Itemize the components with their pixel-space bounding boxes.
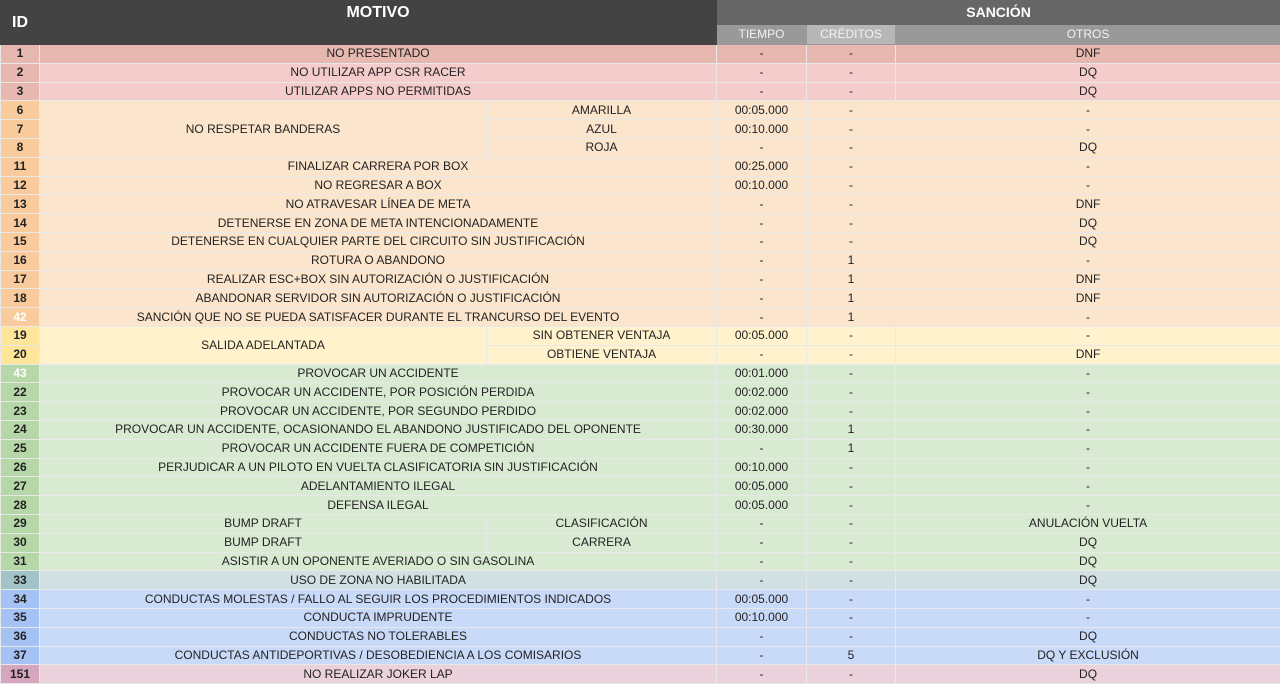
cell-creditos[interactable]: 1 — [807, 251, 896, 270]
cell-motivo[interactable]: BUMP DRAFT — [40, 514, 487, 533]
table-row — [1, 420, 1280, 439]
cell-creditos[interactable]: 1 — [807, 439, 896, 458]
header-creditos[interactable]: CRÉDITOS — [807, 25, 896, 45]
cell-id[interactable]: 3 — [1, 82, 40, 101]
cell-otros[interactable]: - — [896, 157, 1280, 176]
cell-tiempo[interactable]: - — [717, 627, 807, 646]
cell-id[interactable]: 11 — [1, 157, 40, 176]
cell-sub-motivo[interactable]: AMARILLA — [487, 101, 717, 120]
cell-otros[interactable]: - — [896, 101, 1280, 120]
cell-tiempo[interactable]: - — [717, 345, 807, 364]
table-row — [1, 646, 1280, 665]
cell-id[interactable]: 20 — [1, 345, 40, 364]
table-row — [1, 101, 1280, 120]
table-row — [1, 326, 1280, 345]
cell-id[interactable]: 7 — [1, 120, 40, 139]
cell-otros[interactable]: - — [896, 308, 1280, 327]
cell-otros[interactable]: - — [896, 477, 1280, 496]
cell-creditos[interactable]: - — [807, 45, 896, 64]
cell-motivo[interactable]: ADELANTAMIENTO ILEGAL — [40, 477, 717, 496]
cell-tiempo[interactable]: - — [717, 45, 807, 64]
cell-creditos[interactable]: - — [807, 364, 896, 383]
cell-motivo[interactable]: DETENERSE EN CUALQUIER PARTE DEL CIRCUITO SIN JUSTIFICACIÓN — [40, 232, 717, 251]
cell-creditos[interactable]: 1 — [807, 420, 896, 439]
cell-otros[interactable]: DNF — [896, 289, 1280, 308]
table-row — [1, 82, 1280, 101]
cell-creditos[interactable]: - — [807, 402, 896, 421]
cell-creditos[interactable]: - — [807, 665, 896, 684]
cell-tiempo[interactable]: - — [717, 63, 807, 82]
cell-creditos[interactable]: - — [807, 345, 896, 364]
cell-creditos[interactable]: - — [807, 514, 896, 533]
cell-motivo[interactable]: NO RESPETAR BANDERAS — [40, 101, 487, 157]
cell-sub-motivo[interactable]: AZUL — [487, 120, 717, 139]
cell-otros[interactable]: DQ — [896, 82, 1280, 101]
cell-id[interactable]: 19 — [1, 326, 40, 345]
cell-otros[interactable]: - — [896, 439, 1280, 458]
cell-otros[interactable]: DQ Y EXCLUSIÓN — [896, 646, 1280, 665]
cell-tiempo[interactable]: 00:30.000 — [717, 420, 807, 439]
header-sancion[interactable]: SANCIÓN — [717, 1, 1280, 25]
cell-tiempo[interactable]: - — [717, 571, 807, 590]
cell-id[interactable]: 43 — [1, 364, 40, 383]
cell-creditos[interactable]: - — [807, 195, 896, 214]
cell-tiempo[interactable]: - — [717, 289, 807, 308]
table-row — [1, 402, 1280, 421]
cell-id[interactable]: 33 — [1, 571, 40, 590]
cell-tiempo[interactable]: 00:05.000 — [717, 101, 807, 120]
cell-creditos[interactable]: - — [807, 627, 896, 646]
cell-otros[interactable]: - — [896, 120, 1280, 139]
cell-tiempo[interactable]: - — [717, 665, 807, 684]
cell-id[interactable]: 18 — [1, 289, 40, 308]
cell-otros[interactable]: DQ — [896, 63, 1280, 82]
cell-tiempo[interactable]: 00:02.000 — [717, 402, 807, 421]
cell-motivo[interactable]: PERJUDICAR A UN PILOTO EN VUELTA CLASIFICATORIA SIN JUSTIFICACIÓN — [40, 458, 717, 477]
cell-motivo[interactable]: ASISTIR A UN OPONENTE AVERIADO O SIN GASOLINA — [40, 552, 717, 571]
cell-tiempo[interactable]: - — [717, 232, 807, 251]
table-row — [1, 232, 1280, 251]
cell-creditos[interactable]: - — [807, 533, 896, 552]
cell-creditos[interactable]: 1 — [807, 289, 896, 308]
cell-id[interactable]: 151 — [1, 665, 40, 684]
cell-motivo[interactable]: PROVOCAR UN ACCIDENTE FUERA DE COMPETICIÓN — [40, 439, 717, 458]
cell-id[interactable]: 16 — [1, 251, 40, 270]
cell-otros[interactable]: - — [896, 420, 1280, 439]
cell-id[interactable]: 36 — [1, 627, 40, 646]
table-row — [1, 533, 1280, 552]
cell-id[interactable]: 6 — [1, 101, 40, 120]
cell-creditos[interactable]: - — [807, 120, 896, 139]
cell-otros[interactable]: - — [896, 364, 1280, 383]
cell-tiempo[interactable]: 00:25.000 — [717, 157, 807, 176]
cell-tiempo[interactable]: 00:10.000 — [717, 176, 807, 195]
cell-otros[interactable]: DNF — [896, 195, 1280, 214]
cell-motivo[interactable]: CONDUCTA IMPRUDENTE — [40, 608, 717, 627]
cell-id[interactable]: 26 — [1, 458, 40, 477]
cell-motivo[interactable]: PROVOCAR UN ACCIDENTE — [40, 364, 717, 383]
cell-id[interactable]: 23 — [1, 402, 40, 421]
cell-motivo[interactable]: SALIDA ADELANTADA — [40, 326, 487, 364]
table-row — [1, 665, 1280, 684]
cell-motivo[interactable]: NO REALIZAR JOKER LAP — [40, 665, 717, 684]
cell-id[interactable]: 27 — [1, 477, 40, 496]
cell-tiempo[interactable]: 00:10.000 — [717, 120, 807, 139]
cell-motivo[interactable]: DETENERSE EN ZONA DE META INTENCIONADAMENTE — [40, 214, 717, 233]
header-motivo[interactable]: MOTIVO — [40, 1, 717, 25]
cell-motivo[interactable]: NO PRESENTADO — [40, 45, 717, 64]
cell-otros[interactable]: DQ — [896, 533, 1280, 552]
cell-motivo[interactable]: PROVOCAR UN ACCIDENTE, POR SEGUNDO PERDIDO — [40, 402, 717, 421]
cell-id[interactable]: 30 — [1, 533, 40, 552]
cell-otros[interactable]: DQ — [896, 214, 1280, 233]
table-row — [1, 176, 1280, 195]
cell-tiempo[interactable]: 00:05.000 — [717, 477, 807, 496]
cell-otros[interactable]: DQ — [896, 552, 1280, 571]
cell-tiempo[interactable]: - — [717, 251, 807, 270]
cell-tiempo[interactable]: 00:02.000 — [717, 383, 807, 402]
table-row — [1, 289, 1280, 308]
cell-creditos[interactable]: - — [807, 101, 896, 120]
table-row — [1, 496, 1280, 515]
cell-creditos[interactable]: - — [807, 458, 896, 477]
table-row — [1, 157, 1280, 176]
cell-otros[interactable]: - — [896, 458, 1280, 477]
cell-creditos[interactable]: - — [807, 608, 896, 627]
cell-id[interactable]: 2 — [1, 63, 40, 82]
cell-creditos[interactable]: - — [807, 63, 896, 82]
cell-creditos[interactable]: - — [807, 176, 896, 195]
cell-sub-motivo[interactable]: ROJA — [487, 138, 717, 157]
cell-sub-motivo[interactable]: OBTIENE VENTAJA — [487, 345, 717, 364]
cell-motivo[interactable]: BUMP DRAFT — [40, 533, 487, 552]
cell-creditos[interactable]: - — [807, 82, 896, 101]
header-row-sub — [1, 25, 1280, 45]
cell-motivo[interactable]: ABANDONAR SERVIDOR SIN AUTORIZACIÓN O JUSTIFICACIÓN — [40, 289, 717, 308]
table-row — [1, 458, 1280, 477]
cell-otros[interactable]: - — [896, 383, 1280, 402]
cell-motivo[interactable]: NO ATRAVESAR LÍNEA DE META — [40, 195, 717, 214]
table-row — [1, 364, 1280, 383]
cell-id[interactable]: 28 — [1, 496, 40, 515]
cell-motivo[interactable]: PROVOCAR UN ACCIDENTE, OCASIONANDO EL ABANDONO JUSTIFICADO DEL OPONENTE — [40, 420, 717, 439]
cell-id[interactable]: 22 — [1, 383, 40, 402]
cell-otros[interactable]: DNF — [896, 345, 1280, 364]
cell-creditos[interactable]: - — [807, 138, 896, 157]
cell-id[interactable]: 42 — [1, 308, 40, 327]
table-row — [1, 270, 1280, 289]
cell-otros[interactable]: - — [896, 251, 1280, 270]
cell-creditos[interactable]: - — [807, 590, 896, 609]
cell-creditos[interactable]: 5 — [807, 646, 896, 665]
cell-id[interactable]: 37 — [1, 646, 40, 665]
cell-otros[interactable]: ANULACIÓN VUELTA — [896, 514, 1280, 533]
cell-tiempo[interactable]: - — [717, 439, 807, 458]
cell-otros[interactable]: DQ — [896, 627, 1280, 646]
cell-tiempo[interactable]: - — [717, 214, 807, 233]
header-motivo-blank[interactable] — [40, 25, 717, 45]
cell-id[interactable]: 1 — [1, 45, 40, 64]
cell-id[interactable]: 25 — [1, 439, 40, 458]
cell-creditos[interactable]: 1 — [807, 308, 896, 327]
cell-motivo[interactable]: NO REGRESAR A BOX — [40, 176, 717, 195]
cell-tiempo[interactable]: - — [717, 552, 807, 571]
cell-tiempo[interactable]: - — [717, 270, 807, 289]
cell-motivo[interactable]: UTILIZAR APPS NO PERMITIDAS — [40, 82, 717, 101]
cell-id[interactable]: 29 — [1, 514, 40, 533]
cell-creditos[interactable]: - — [807, 326, 896, 345]
cell-id[interactable]: 14 — [1, 214, 40, 233]
cell-tiempo[interactable]: - — [717, 646, 807, 665]
table-row — [1, 514, 1280, 533]
table-row — [1, 383, 1280, 402]
cell-id[interactable]: 35 — [1, 608, 40, 627]
cell-otros[interactable]: DQ — [896, 138, 1280, 157]
cell-otros[interactable]: DQ — [896, 665, 1280, 684]
cell-otros[interactable]: - — [896, 176, 1280, 195]
cell-id[interactable]: 34 — [1, 590, 40, 609]
cell-motivo[interactable]: FINALIZAR CARRERA POR BOX — [40, 157, 717, 176]
header-row-main — [1, 1, 1280, 25]
cell-motivo[interactable]: NO UTILIZAR APP CSR RACER — [40, 63, 717, 82]
cell-tiempo[interactable]: - — [717, 138, 807, 157]
table-row — [1, 251, 1280, 270]
cell-id[interactable]: 31 — [1, 552, 40, 571]
table-row — [1, 608, 1280, 627]
table-row — [1, 214, 1280, 233]
cell-id[interactable]: 12 — [1, 176, 40, 195]
table-row — [1, 590, 1280, 609]
cell-id[interactable]: 15 — [1, 232, 40, 251]
cell-motivo[interactable]: PROVOCAR UN ACCIDENTE, POR POSICIÓN PERDIDA — [40, 383, 717, 402]
header-tiempo[interactable]: TIEMPO — [717, 25, 807, 45]
cell-sub-motivo[interactable]: CLASIFICACIÓN — [487, 514, 717, 533]
cell-motivo[interactable]: CONDUCTAS ANTIDEPORTIVAS / DESOBEDIENCIA A LOS COMISARIOS — [40, 646, 717, 665]
cell-tiempo[interactable]: 00:05.000 — [717, 326, 807, 345]
cell-otros[interactable]: - — [896, 496, 1280, 515]
cell-motivo[interactable]: ROTURA O ABANDONO — [40, 251, 717, 270]
cell-otros[interactable]: - — [896, 608, 1280, 627]
cell-tiempo[interactable]: - — [717, 195, 807, 214]
cell-motivo[interactable]: REALIZAR ESC+BOX SIN AUTORIZACIÓN O JUSTIFICACIÓN — [40, 270, 717, 289]
cell-tiempo[interactable]: - — [717, 514, 807, 533]
cell-creditos[interactable]: - — [807, 571, 896, 590]
cell-tiempo[interactable]: 00:10.000 — [717, 608, 807, 627]
table-row — [1, 308, 1280, 327]
cell-creditos[interactable]: - — [807, 552, 896, 571]
cell-tiempo[interactable]: 00:05.000 — [717, 590, 807, 609]
table-row — [1, 439, 1280, 458]
cell-otros[interactable]: - — [896, 326, 1280, 345]
header-otros[interactable]: OTROS — [896, 25, 1280, 45]
cell-sub-motivo[interactable]: SIN OBTENER VENTAJA — [487, 326, 717, 345]
table-row — [1, 195, 1280, 214]
cell-otros[interactable]: DNF — [896, 270, 1280, 289]
cell-creditos[interactable]: - — [807, 214, 896, 233]
cell-otros[interactable]: - — [896, 402, 1280, 421]
cell-sub-motivo[interactable]: CARRERA — [487, 533, 717, 552]
cell-id[interactable]: 13 — [1, 195, 40, 214]
cell-tiempo[interactable]: 00:05.000 — [717, 496, 807, 515]
table-row — [1, 552, 1280, 571]
cell-motivo[interactable]: USO DE ZONA NO HABILITADA — [40, 571, 717, 590]
cell-tiempo[interactable]: - — [717, 533, 807, 552]
cell-id[interactable]: 17 — [1, 270, 40, 289]
table-row — [1, 45, 1280, 64]
cell-motivo[interactable]: DEFENSA ILEGAL — [40, 496, 717, 515]
table-row — [1, 477, 1280, 496]
cell-otros[interactable]: DQ — [896, 571, 1280, 590]
cell-tiempo[interactable]: 00:01.000 — [717, 364, 807, 383]
cell-creditos[interactable]: - — [807, 496, 896, 515]
table-row — [1, 627, 1280, 646]
cell-creditos[interactable]: - — [807, 383, 896, 402]
cell-tiempo[interactable]: 00:10.000 — [717, 458, 807, 477]
cell-creditos[interactable]: - — [807, 232, 896, 251]
cell-motivo[interactable]: CONDUCTAS MOLESTAS / FALLO AL SEGUIR LOS PROCEDIMIENTOS INDICADOS — [40, 590, 717, 609]
cell-otros[interactable]: - — [896, 590, 1280, 609]
cell-tiempo[interactable]: - — [717, 82, 807, 101]
cell-motivo[interactable]: CONDUCTAS NO TOLERABLES — [40, 627, 717, 646]
cell-id[interactable]: 8 — [1, 138, 40, 157]
cell-creditos[interactable]: - — [807, 477, 896, 496]
cell-otros[interactable]: DQ — [896, 232, 1280, 251]
cell-motivo[interactable]: SANCIÓN QUE NO SE PUEDA SATISFACER DURANTE EL TRANCURSO DEL EVENTO — [40, 308, 717, 327]
cell-creditos[interactable]: 1 — [807, 270, 896, 289]
cell-otros[interactable]: DNF — [896, 45, 1280, 64]
cell-tiempo[interactable]: - — [717, 308, 807, 327]
header-id[interactable]: ID — [1, 1, 40, 45]
table-row — [1, 63, 1280, 82]
cell-id[interactable]: 24 — [1, 420, 40, 439]
table-row — [1, 571, 1280, 590]
cell-creditos[interactable]: - — [807, 157, 896, 176]
